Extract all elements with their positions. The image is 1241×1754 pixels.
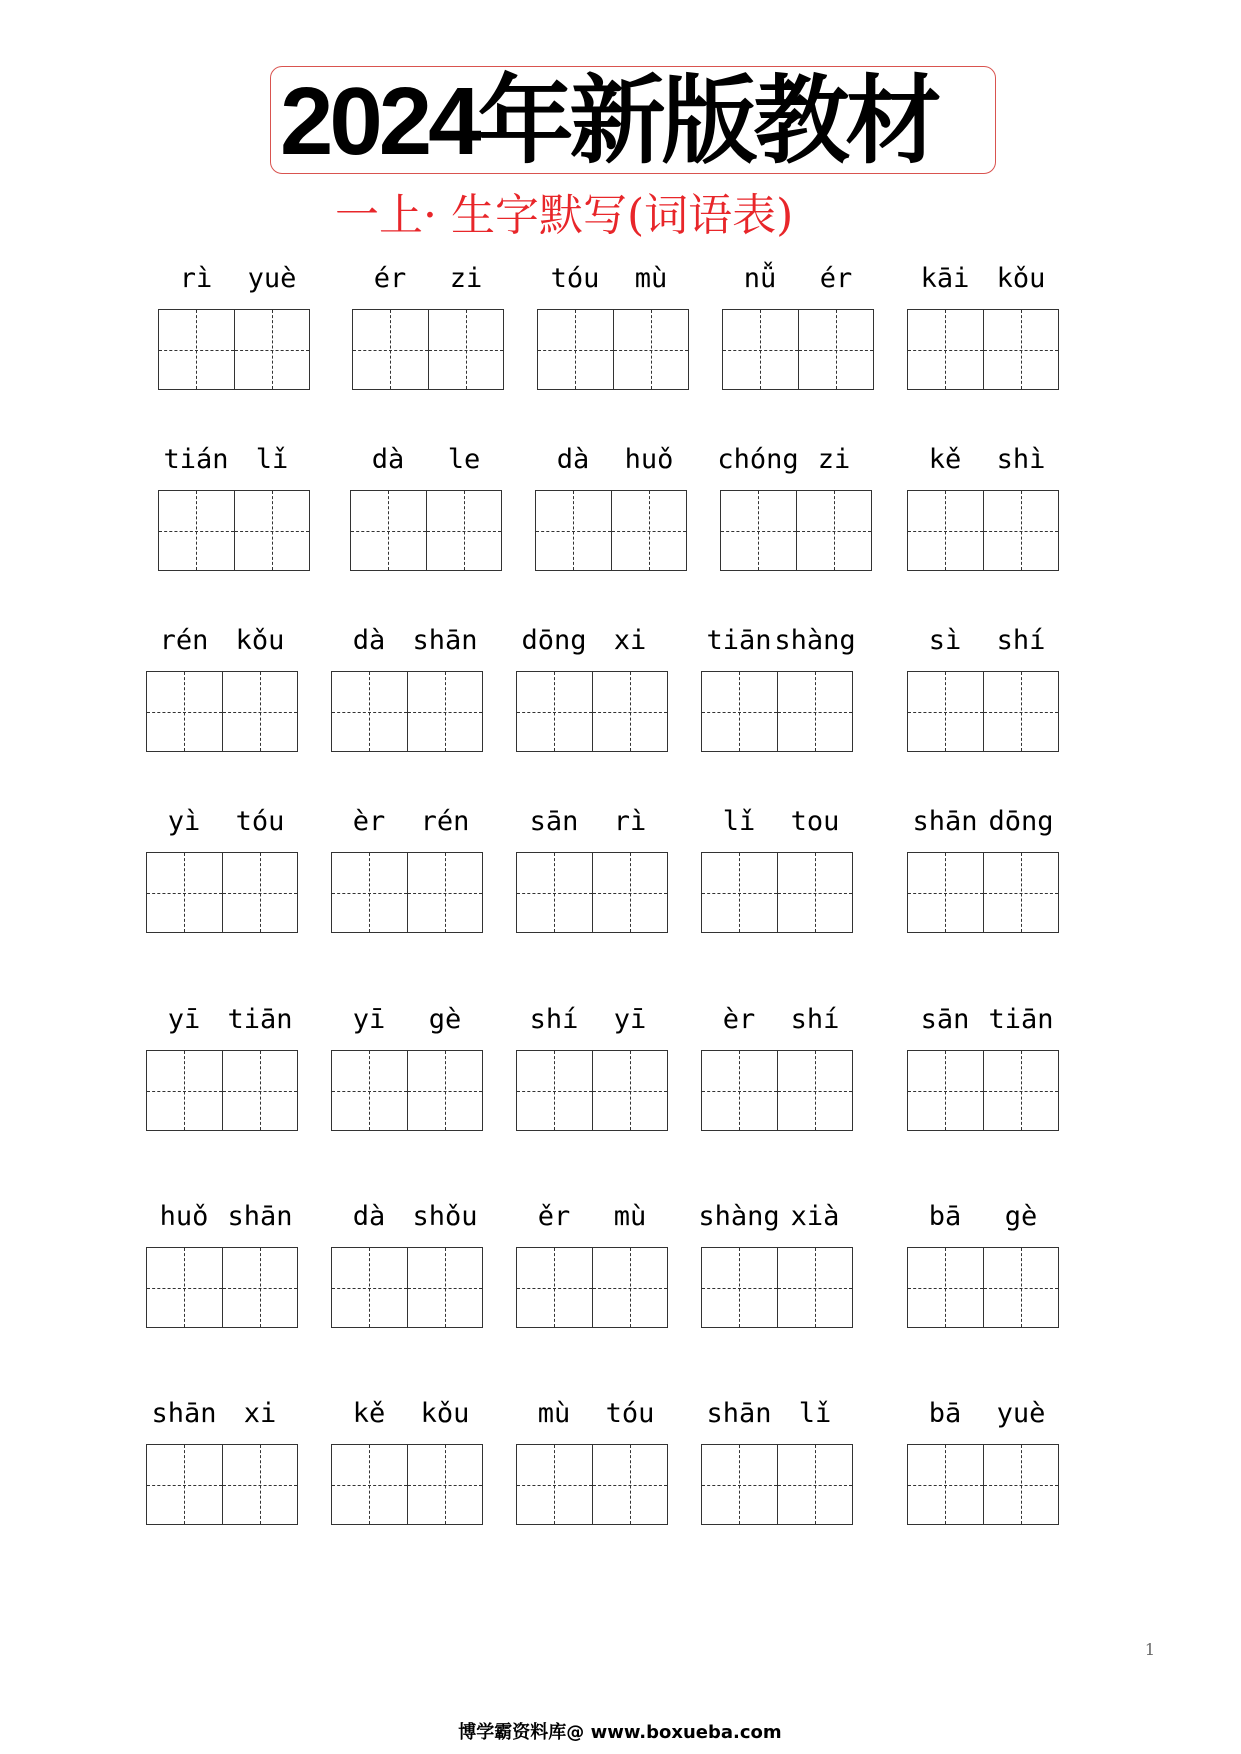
writing-cell[interactable] — [777, 853, 853, 932]
pinyin-syllable: chóng — [717, 444, 799, 475]
pinyin-syllable: nǚ — [743, 263, 777, 294]
writing-cell[interactable] — [777, 672, 853, 751]
pinyin-syllable: shān — [912, 806, 978, 837]
writing-grid[interactable] — [907, 671, 1059, 752]
writing-grid[interactable] — [331, 852, 483, 933]
writing-cell[interactable] — [407, 1051, 483, 1130]
writing-grid[interactable] — [146, 852, 298, 933]
word-item — [331, 805, 483, 935]
word-item — [701, 1397, 853, 1527]
word-item — [717, 443, 872, 573]
pinyin-syllable: xi — [613, 625, 647, 656]
pinyin-syllable: shí — [529, 1004, 579, 1035]
pinyin-syllable: kǒu — [996, 263, 1046, 294]
writing-cell[interactable] — [983, 1051, 1059, 1130]
word-item — [146, 624, 298, 754]
pinyin-syllable: shān — [706, 1398, 772, 1429]
pinyin-syllable: sān — [529, 806, 579, 837]
writing-cell[interactable] — [147, 1445, 222, 1524]
pinyin-syllable: dà — [556, 444, 590, 475]
writing-cell[interactable] — [908, 310, 983, 389]
word-item — [158, 262, 310, 392]
word-item — [331, 1397, 483, 1527]
pinyin-syllable: kǒu — [235, 625, 285, 656]
writing-grid[interactable] — [516, 1247, 668, 1328]
writing-grid[interactable] — [907, 1444, 1059, 1525]
pinyin-syllable: kǒu — [420, 1398, 470, 1429]
writing-cell[interactable] — [908, 672, 983, 751]
word-item — [331, 1003, 483, 1133]
writing-cell[interactable] — [983, 1445, 1059, 1524]
writing-cell[interactable] — [592, 1051, 668, 1130]
writing-grid[interactable] — [350, 490, 502, 571]
pinyin-syllable: ěr — [537, 1201, 571, 1232]
pinyin-syllable: tiān — [706, 625, 772, 656]
pinyin-syllable: huǒ — [624, 444, 674, 475]
pinyin-syllable: shì — [996, 444, 1046, 475]
pinyin-syllable: lǐ — [255, 444, 289, 475]
pinyin-syllable: yī — [352, 1004, 386, 1035]
writing-cell[interactable] — [407, 1248, 483, 1327]
pinyin-syllable: tóu — [550, 263, 600, 294]
pinyin-syllable: yuè — [996, 1398, 1046, 1429]
writing-cell[interactable] — [702, 1248, 777, 1327]
writing-cell[interactable] — [592, 1445, 668, 1524]
word-item — [146, 805, 298, 935]
writing-cell[interactable] — [611, 491, 687, 570]
writing-grid[interactable] — [516, 852, 668, 933]
writing-cell[interactable] — [222, 1248, 298, 1327]
pinyin-syllable: gè — [1004, 1201, 1038, 1232]
writing-cell[interactable] — [983, 310, 1059, 389]
word-item — [701, 805, 853, 935]
word-item — [516, 1397, 668, 1527]
pinyin-syllable: tiān — [227, 1004, 293, 1035]
writing-cell[interactable] — [222, 853, 298, 932]
pinyin-syllable: yuè — [247, 263, 297, 294]
writing-cell[interactable] — [908, 491, 983, 570]
pinyin-syllable: tou — [790, 806, 840, 837]
pinyin-syllable: shān — [412, 625, 478, 656]
pinyin-syllable: yī — [613, 1004, 647, 1035]
writing-cell[interactable] — [234, 310, 310, 389]
pinyin-syllable: shān — [227, 1201, 293, 1232]
word-item — [907, 262, 1059, 392]
page-title: 2024年新版教材 — [280, 68, 938, 175]
writing-cell[interactable] — [517, 1051, 592, 1130]
writing-cell[interactable] — [702, 1051, 777, 1130]
writing-grid[interactable] — [146, 1247, 298, 1328]
writing-grid[interactable] — [331, 1247, 483, 1328]
writing-grid[interactable] — [907, 309, 1059, 390]
pinyin-syllable: sān — [920, 1004, 970, 1035]
writing-cell[interactable] — [796, 491, 872, 570]
writing-grid[interactable] — [701, 671, 853, 752]
writing-grid[interactable] — [701, 1247, 853, 1328]
pinyin-syllable: rén — [159, 625, 209, 656]
pinyin-syllable: bā — [928, 1201, 962, 1232]
writing-grid[interactable] — [701, 1050, 853, 1131]
writing-cell[interactable] — [702, 1445, 777, 1524]
writing-grid[interactable] — [535, 490, 687, 571]
pinyin-syllable: sì — [928, 625, 962, 656]
word-item — [516, 805, 668, 935]
writing-cell[interactable] — [222, 1051, 298, 1130]
word-item — [146, 1397, 298, 1527]
writing-cell[interactable] — [777, 1248, 853, 1327]
writing-cell[interactable] — [147, 1051, 222, 1130]
pinyin-syllable: mù — [634, 263, 668, 294]
writing-grid[interactable] — [331, 671, 483, 752]
writing-cell[interactable] — [351, 491, 426, 570]
writing-grid[interactable] — [537, 309, 689, 390]
word-item — [516, 1200, 668, 1330]
pinyin-syllable: shān — [151, 1398, 217, 1429]
writing-grid[interactable] — [907, 1050, 1059, 1131]
writing-cell[interactable] — [407, 672, 483, 751]
pinyin-syllable: kě — [928, 444, 962, 475]
writing-grid[interactable] — [352, 309, 504, 390]
pinyin-syllable: yī — [167, 1004, 201, 1035]
pinyin-syllable: kě — [352, 1398, 386, 1429]
writing-cell[interactable] — [147, 672, 222, 751]
word-item — [907, 1397, 1059, 1527]
writing-cell[interactable] — [147, 1248, 222, 1327]
pinyin-syllable: ér — [819, 263, 853, 294]
pinyin-syllable: xi — [243, 1398, 277, 1429]
pinyin-syllable: shí — [996, 625, 1046, 656]
pinyin-syllable: tiān — [988, 1004, 1054, 1035]
pinyin-syllable: dōng — [988, 806, 1054, 837]
writing-cell[interactable] — [908, 1051, 983, 1130]
writing-grid[interactable] — [146, 1444, 298, 1525]
writing-grid[interactable] — [158, 309, 310, 390]
pinyin-syllable: shí — [790, 1004, 840, 1035]
writing-grid[interactable] — [701, 852, 853, 933]
writing-cell[interactable] — [517, 1445, 592, 1524]
writing-cell[interactable] — [407, 853, 483, 932]
word-item — [907, 1200, 1059, 1330]
word-item — [535, 443, 687, 573]
word-item — [701, 1003, 853, 1133]
writing-cell[interactable] — [983, 672, 1059, 751]
footer-watermark: 博学霸资料库@ www.boxueba.com — [458, 1722, 782, 1743]
page-number: 1 — [1144, 1640, 1156, 1659]
writing-cell[interactable] — [147, 853, 222, 932]
pinyin-syllable: tián — [163, 444, 229, 475]
writing-cell[interactable] — [777, 1051, 853, 1130]
pinyin-syllable: dà — [352, 625, 386, 656]
pinyin-syllable: èr — [722, 1004, 756, 1035]
pinyin-syllable: tóu — [235, 806, 285, 837]
pinyin-syllable: xià — [790, 1201, 840, 1232]
writing-cell[interactable] — [159, 310, 234, 389]
writing-cell[interactable] — [592, 853, 668, 932]
writing-cell[interactable] — [517, 1248, 592, 1327]
pinyin-syllable: mù — [613, 1201, 647, 1232]
word-item — [907, 1003, 1059, 1133]
word-item — [537, 262, 689, 392]
writing-grid[interactable] — [907, 490, 1059, 571]
writing-grid[interactable] — [907, 852, 1059, 933]
writing-cell[interactable] — [908, 1445, 983, 1524]
writing-cell[interactable] — [159, 491, 234, 570]
writing-cell[interactable] — [777, 1445, 853, 1524]
writing-cell[interactable] — [332, 1051, 407, 1130]
writing-cell[interactable] — [983, 1248, 1059, 1327]
pinyin-syllable: huǒ — [159, 1201, 209, 1232]
writing-grid[interactable] — [516, 1444, 668, 1525]
writing-grid[interactable] — [331, 1444, 483, 1525]
pinyin-syllable: dōng — [521, 625, 587, 656]
word-item — [907, 805, 1059, 935]
pinyin-syllable: shàng — [774, 625, 856, 656]
word-item — [722, 262, 874, 392]
writing-cell[interactable] — [908, 1248, 983, 1327]
writing-cell[interactable] — [798, 310, 874, 389]
word-item — [907, 624, 1059, 754]
pinyin-syllable: rì — [613, 806, 647, 837]
word-item — [146, 1200, 298, 1330]
writing-cell[interactable] — [723, 310, 798, 389]
writing-cell[interactable] — [332, 672, 407, 751]
writing-grid[interactable] — [907, 1247, 1059, 1328]
pinyin-syllable: rén — [420, 806, 470, 837]
pinyin-syllable: zi — [449, 263, 483, 294]
writing-cell[interactable] — [983, 491, 1059, 570]
pinyin-syllable: shǒu — [412, 1201, 478, 1232]
writing-cell[interactable] — [222, 672, 298, 751]
writing-grid[interactable] — [516, 1050, 668, 1131]
writing-cell[interactable] — [592, 1248, 668, 1327]
writing-cell[interactable] — [426, 491, 502, 570]
writing-cell[interactable] — [428, 310, 504, 389]
word-item — [698, 1200, 853, 1330]
word-item — [146, 1003, 298, 1133]
writing-cell[interactable] — [536, 491, 611, 570]
pinyin-syllable: lǐ — [722, 806, 756, 837]
writing-cell[interactable] — [517, 853, 592, 932]
word-item — [350, 443, 502, 573]
pinyin-syllable: kāi — [920, 263, 970, 294]
writing-cell[interactable] — [721, 491, 796, 570]
writing-grid[interactable] — [722, 309, 874, 390]
writing-grid[interactable] — [331, 1050, 483, 1131]
word-item — [352, 262, 504, 392]
writing-grid[interactable] — [146, 671, 298, 752]
pinyin-syllable: èr — [352, 806, 386, 837]
pinyin-syllable: ér — [373, 263, 407, 294]
writing-cell[interactable] — [983, 853, 1059, 932]
writing-cell[interactable] — [908, 853, 983, 932]
pinyin-syllable: tóu — [605, 1398, 655, 1429]
word-item — [907, 443, 1059, 573]
pinyin-syllable: bā — [928, 1398, 962, 1429]
writing-grid[interactable] — [146, 1050, 298, 1131]
writing-cell[interactable] — [613, 310, 689, 389]
page-subtitle: 一上· 生字默写(词语表) — [335, 190, 794, 241]
pinyin-syllable: rì — [179, 263, 213, 294]
pinyin-syllable: mù — [537, 1398, 571, 1429]
word-item — [516, 1003, 668, 1133]
pinyin-syllable: dà — [371, 444, 405, 475]
writing-cell[interactable] — [592, 672, 668, 751]
word-item — [331, 624, 483, 754]
pinyin-syllable: lǐ — [798, 1398, 832, 1429]
word-item — [158, 443, 310, 573]
writing-cell[interactable] — [702, 672, 777, 751]
writing-cell[interactable] — [353, 310, 428, 389]
writing-grid[interactable] — [158, 490, 310, 571]
writing-cell[interactable] — [517, 672, 592, 751]
writing-grid[interactable] — [701, 1444, 853, 1525]
pinyin-syllable: dà — [352, 1201, 386, 1232]
writing-cell[interactable] — [332, 853, 407, 932]
pinyin-syllable: le — [447, 444, 481, 475]
pinyin-syllable: yì — [167, 806, 201, 837]
writing-cell[interactable] — [702, 853, 777, 932]
writing-grid[interactable] — [516, 671, 668, 752]
word-item — [701, 624, 856, 754]
word-item — [331, 1200, 483, 1330]
pinyin-syllable: gè — [428, 1004, 462, 1035]
writing-cell[interactable] — [332, 1248, 407, 1327]
writing-cell[interactable] — [407, 1445, 483, 1524]
writing-grid[interactable] — [720, 490, 872, 571]
writing-cell[interactable] — [234, 491, 310, 570]
writing-cell[interactable] — [332, 1445, 407, 1524]
pinyin-syllable: shàng — [698, 1201, 780, 1232]
writing-cell[interactable] — [222, 1445, 298, 1524]
pinyin-syllable: zi — [817, 444, 851, 475]
writing-cell[interactable] — [538, 310, 613, 389]
word-item — [516, 624, 668, 754]
